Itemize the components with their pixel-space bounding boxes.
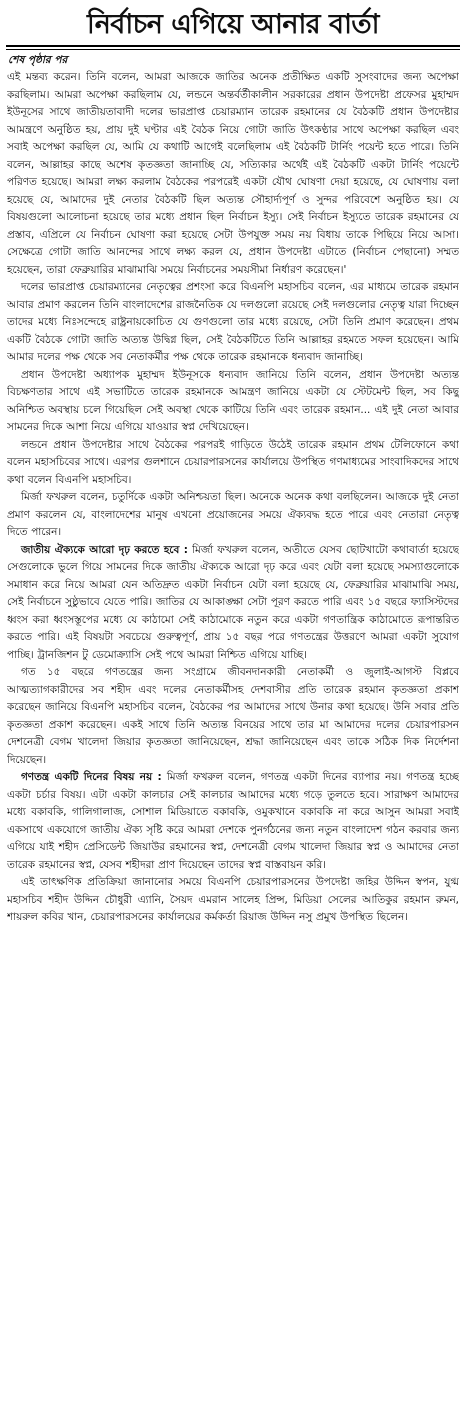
paragraph (7, 769, 459, 874)
paragraph (7, 69, 459, 279)
paragraph-text: প্রধান উপদেষ্টা অধ্যাপক মুহাম্মদ ইউনূসকে ধন্যবাদ জানিয়ে তিনি বলেন, প্রধান উপদেষ্টা অত্যন্ত বিচক্ষণতার সাথে এই সভাটিতে তারেক রহমানকে আমন্ত্রণ জানিয়ে একটা যে স্টেটমেন্ট ছিল, সব কিছু অনিশ্চিত অবস্থায় চলে গিয়েছিল সেই অবস্থা থেকে কাটিয়ে তিনি এবং তারেক রহমান... এই দুই নেতা আবার সামনের দিকে আশা নিয়ে এগিয়ে যাওয়ার স্বপ্ন দেখিয়েছেন। (7, 368, 459, 433)
article-body (7, 69, 459, 1417)
paragraph (7, 874, 459, 927)
continued-from-label: শেষ পৃষ্ঠার পর (8, 54, 68, 66)
paragraph-text: মির্জা ফখরুল বলেন, চতুর্দিকে একটা অনিশ্চয়তা ছিল। অনেকে অনেক কথা বলছিলেন। আজকে দুই নেতা প্রমাণ করলেন যে, বাংলাদেশের মানুষ এখনো প্রয়োজনের সময়ে ঐক্যবদ্ধ হতে পারে এবং নেতারা নেতৃত্ব দিতে পারেন। (7, 491, 459, 538)
paragraph-text: লন্ডনে প্রধান উপদেষ্টার সাথে বৈঠকের পরপরই গাড়িতে উঠেই তারেক রহমান প্রথম টেলিফোনে কথা বলেন মহাসচিবের সাথে। এরপর গুলশানে চেয়ারপারসনের কার্যালয়ে উপস্থিত গণমাধ্যমের সাংবাদিকদের সাথে কথা বলেন বিএনপি মহাসচিব। (7, 438, 459, 486)
subheading: জাতীয় ঐক্যকে আরো দৃঢ় করতে হবে : (21, 543, 188, 556)
paragraph (7, 489, 459, 542)
paragraph-text: মির্জা ফখরুল বলেন, অতীতে যেসব ছোটখাটো কথাবার্তা হয়েছে সেগুলোকে ভুলে গিয়ে সামনের দিকে জাতীয় ঐক্যকে আরো দৃঢ় করে এবং যেটা বলা হয়েছে সমস্যাগুলোকে সমাধান করে নিয়ে আমরা যেন অতিদ্রুত একটা নির্বাচন যেটা বলা হয়েছে যে, ফেব্রুয়ারির মাঝামাঝি সময়, সেই নির্বাচনে সুষ্ঠুভাবে যেতে পারি। জাতির যে আকাঙ্ক্ষা সেটা পূরণ করতে পারি এবং ১৫ বছরে ফ্যাসিস্টদের ধ্বংস করা ধ্বংসস্তূপের মধ্যে যে কাঠামো সেই কাঠামোকে নতুন করে একটা গণতান্ত্রিক কাঠামোতে রূপান্তরিত করতে পারি। এই বিষয়টা সবচেয়ে গুরুত্বপূর্ণ, প্রায় ১৫ বছর পরে গণতন্ত্রের উত্তরণে আমরা একটা সুযোগ পাচ্ছি। ট্রানজিশন টু ডেমোক্র্যাসি সেই পথে আমরা নিশ্চিত এগিয়ে যাচ্ছি। (7, 543, 459, 661)
paragraph (7, 664, 459, 769)
subheading: গণতন্ত্র একটি দিনের বিষয় নয় : (21, 771, 162, 783)
headline-rule (6, 45, 460, 47)
paragraph (7, 279, 459, 367)
paragraph (7, 542, 459, 665)
paragraph-text: দলের ভারপ্রাপ্ত চেয়ারম্যানের নেতৃত্বের প্রশংসা করে বিএনপি মহাসচিব বলেন, এর মাধ্যমে তারেক রহমান আবার প্রমাণ করলেন তিনি বাংলাদেশের রাজনৈতিক যে দলগুলো রয়েছে সেই দলগুলোর নেতৃত্ব যারা দিচ্ছেন তাদের মধ্যে নিঃসন্দেহে রাষ্ট্রনায়কোচিত যে গুণগুলো তার মধ্যে রয়েছে, সেটা তিনি প্রমাণ করেছেন। প্রথম একটি বৈঠকে গোটা জাতি অত্যন্ত উদ্বিগ্ন ছিল, সেই বৈঠকটিতে তিনি আল্লাহর রহমতে সফল হয়েছেন। আমি আমার দলের পক্ষ থেকে সব নেতাকর্মীর পক্ষ থেকে তারেক রহমানকে ধন্যবাদ জানাচ্ছি। (7, 281, 459, 363)
paragraph-text: মির্জা ফখরুল বলেন, গণতন্ত্র একটা দিনের ব্যাপার নয়। গণতন্ত্র হচ্ছে একটা চর্চার বিষয়। এটা একটা কালচার সেই কালচার আমাদের মধ্যে গড়ে তুলতে হবে। সারাক্ষণ আমাদের মধ্যে বকাবকি, গালিগালাজ, সোশাল মিডিয়াতে বকাবকি, ওমুকখানে বকাবকি না করে আসুন আমরা সবাই একসাথে একযোগে জাতীয় ঐক্য সৃষ্টি করে আমরা দেশকে পুনর্গঠনের জন্য নতুন বাংলাদেশ গঠন করবার জন্য এগিয়ে যাই শহীদ প্রেসিডেন্ট জিয়াউর রহমানের স্বপ্ন, দেশনেত্রী বেগম খালেদা জিয়ার স্বপ্ন ও আমাদের নেতা তারেক রহমানের স্বপ্ন, যেসব শহীদরা প্রাণ দিয়েছেন তাদের স্বপ্ন বাস্তবায়ন করি। (7, 771, 459, 871)
paragraph-text: এই তাৎক্ষণিক প্রতিক্রিয়া জানানোর সময়ে বিএনপি চেয়ারপারসনের উপদেষ্টা জহির উদ্দিন স্বপন, যুগ্ম মহাসচিব শহীদ উদ্দিন চৌধুরী এ্যানি, সৈয়দ এমরান সালেহ প্রিন্স, মিডিয়া সেলের আতিকুর রহমান রুমন, শায়রুল কবির খান, চেয়ারপারসনের কার্যালয়ের কর্মকর্তা রিয়াজ উদ্দিন নসু প্রমুখ উপস্থিত ছিলেন। (7, 876, 459, 923)
paragraph-text: গত ১৫ বছরে গণতন্ত্রের জন্য সংগ্রামে জীবনদানকারী নেতাকর্মী ও জুলাই-আগস্ট বিপ্লবে আত্মত্যাগকারীদের সব শহীদ এবং দলের নেতাকর্মীসহ দেশবাসীর প্রতি তারেক রহমান কৃতজ্ঞতা প্রকাশ করেছেন জানিয়ে বিএনপি মহাসচিব বলেন, বৈঠকের পর আমাদের সাথে উনার কথা হয়েছে। উনি সবার প্রতি কৃতজ্ঞতা প্রকাশ করেছেন। একই সাথে তিনি অত্যন্ত বিনয়ের সাথে তার মা আমাদের দলের চেয়ারপারসন দেশনেত্রী বেগম খালেদা জিয়ার কৃতজ্ঞতা জানিয়েছেন, শ্রদ্ধা জানিয়েছেন এবং তাকে সঠিক দিক নির্দেশনা দিয়েছেন। (7, 666, 459, 766)
headline: নির্বাচন এগিয়ে আনার বার্তা (86, 9, 380, 40)
paragraph-text: এই মন্তব্য করেন। তিনি বলেন, আমরা আজকে জাতির অনেক প্রতীক্ষিত একটি সুসংবাদের জন্য অপেক্ষা করছিলাম। আমরা অপেক্ষা করছিলাম যে, লন্ডনে অন্তর্বর্তীকালীন সরকারের প্রধান উপদেষ্টা প্রফেসর মুহাম্মদ ইউনূসের সাথে জাতীয়তাবাদী দলের ভারপ্রাপ্ত চেয়ারম্যান তারেক রহমানের যে বৈঠকটি প্রধান উপদেষ্টার আমন্ত্রণে অনুষ্ঠিত হয়, প্রায় দুই ঘণ্টার এই বৈঠক নিয়ে গোটা জাতি উৎকণ্ঠার সাথে অপেক্ষা করছিল এবং সবাই অপেক্ষা করছিল যে, আমি যে কথাটি আগেই বলেছিলাম এই বৈঠকটি টার্নিং পয়েন্ট হতে পারে। তিনি বলেন, আল্লাহর কাছে অশেষ কৃতজ্ঞতা জানাচ্ছি যে, সত্যিকার অর্থেই এই বৈঠকটি একটা টার্নিং পয়েন্টে পরিণত হয়েছে। আমরা লক্ষ্য করলাম বৈঠকের পরপরেই একটা যৌথ ঘোষণা দেয়া হয়েছে, যে ঘোষণায় বলা হয়েছে যে, আমাদের দুই নেতার বৈঠকটি ছিল অত্যন্ত সৌহার্দ্যপূর্ণ ও সুন্দর পরিবেশে অনুষ্ঠিত হয়। যে বিষয়গুলো আলোচনা হয়েছে তার মধ্যে প্রধান ছিল নির্বাচন ইস্যু। সেই নির্বাচন ইস্যুতে তারেক রহমানের যে প্রস্তাব, এপ্রিলে যে নির্বাচন ঘোষণা করা হয়েছে সেটা উপযুক্ত সময় নয় বিধায় তাকে পিছিয়ে নিয়ে আসা। সেক্ষেত্রে গোটা জাতি আনন্দের সাথে লক্ষ্য করল যে, প্রধান উপদেষ্টা এটাতে (নির্বাচন পেছানো) সম্মত হয়েছেন, তারা ফেব্রুয়ারির মাঝামাঝি সময়ে নির্বাচনের সময়সীমা নির্ধারণ করেছেন।' (7, 71, 459, 276)
paragraph (7, 437, 459, 490)
headline-rule-thin (6, 49, 460, 50)
paragraph (7, 367, 459, 437)
